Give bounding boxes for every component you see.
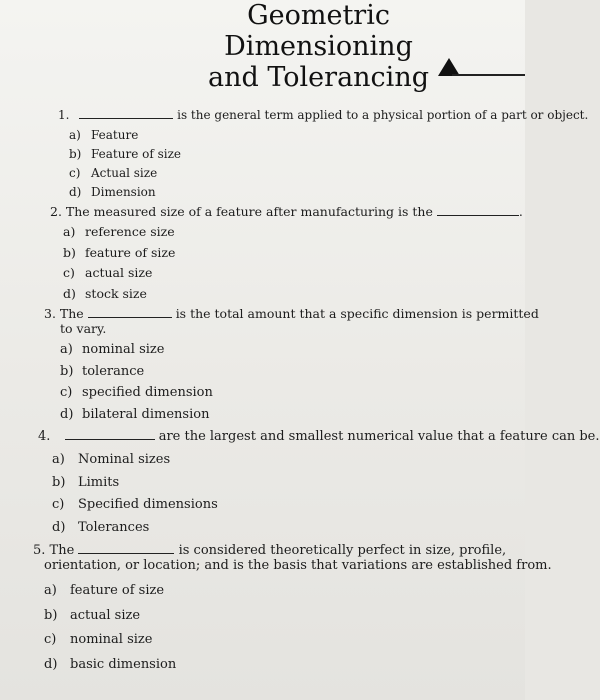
question-3-continuation: to vary.: [60, 321, 107, 336]
option-2a: a) reference size: [63, 224, 175, 239]
answer-blank: [79, 107, 173, 119]
question-4: [38, 428, 600, 445]
question-1: [58, 107, 588, 123]
option-1a: a) Feature: [69, 128, 139, 142]
option-3a: a) nominal size: [60, 342, 165, 357]
answer-blank: [65, 428, 155, 440]
question-5-continuation: orientation, or location; and is the basis that variations are established from.: [44, 558, 552, 573]
option-2d: d) stock size: [63, 286, 147, 301]
option-1c: c) Actual size: [69, 166, 158, 180]
option-2b: b) feature of size: [63, 245, 176, 260]
option-3b: b) tolerance: [60, 364, 145, 379]
option-3c: c) specified dimension: [60, 385, 213, 400]
option-3d: d) bilateral dimension: [60, 407, 210, 422]
answer-blank: [78, 542, 174, 554]
option-1b: b) Feature of size: [69, 147, 182, 161]
option-5b: b) actual size: [44, 608, 141, 623]
option-4b: b) Limits: [52, 475, 120, 490]
title-line-2: Dimensioning: [224, 31, 413, 62]
question-number: 5.: [33, 543, 46, 558]
answer-blank: [88, 306, 172, 318]
title-line-1: Geometric: [247, 0, 390, 31]
title-line-3: and Tolerancing: [208, 62, 429, 93]
question-text: is the general term applied to a physical portion of a part or object.: [177, 108, 589, 122]
option-4d: d) Tolerances: [52, 520, 150, 535]
question-2: 2. The measured size of a feature after manufacturing is the .: [50, 204, 523, 219]
question-5: [33, 542, 506, 559]
question-3: [44, 306, 539, 322]
question-number: 3.: [44, 306, 56, 321]
option-1d: d) Dimension: [69, 185, 156, 199]
question-text-after: is considered theoretically perfect in size, profile,: [178, 543, 507, 558]
question-text: are the largest and smallest numerical value that a feature can be.: [158, 429, 600, 444]
question-text-before: The: [59, 306, 84, 321]
answer-blank: [437, 204, 519, 216]
option-4a: a) Nominal sizes: [52, 452, 171, 467]
option-5d: d) basic dimension: [44, 657, 177, 672]
title-underline: [452, 74, 525, 76]
option-5a: a) feature of size: [44, 583, 165, 598]
question-number: 1.: [58, 108, 70, 122]
question-text-before: The: [49, 543, 75, 558]
option-5c: c) nominal size: [44, 632, 153, 647]
page-title: [208, 0, 429, 93]
option-2c: c) actual size: [63, 265, 153, 280]
question-number: 2.: [50, 204, 62, 219]
question-text: The measured size of a feature after manufacturing is the: [65, 204, 433, 219]
question-text-after: is the total amount that a specific dimension is permitted: [175, 306, 539, 321]
option-4c: c) Specified dimensions: [52, 497, 218, 512]
question-number: 4.: [38, 429, 51, 444]
